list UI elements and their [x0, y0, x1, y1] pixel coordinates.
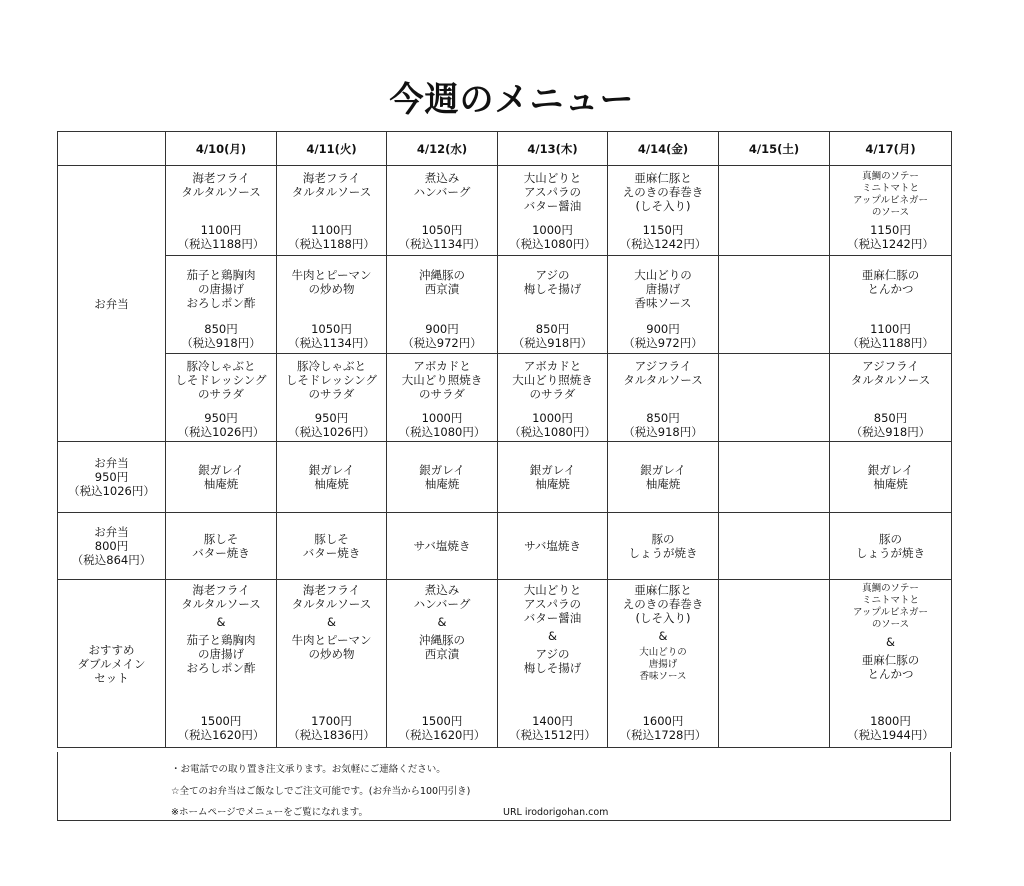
- price: 1050円: [311, 322, 352, 336]
- ampersand: &: [216, 615, 226, 629]
- bento950-label: お弁当 950円 （税込1026円）: [68, 456, 155, 498]
- price: 950円: [314, 411, 349, 425]
- day-label: 4/10(月): [195, 141, 247, 156]
- menu-cell: [498, 166, 608, 256]
- dish-name-second: 茄子と鶏胸肉 の唐揚げ おろしポン酢: [186, 633, 256, 675]
- day-label: 4/11(火): [306, 141, 357, 156]
- price: 1800円: [870, 714, 911, 728]
- price-tax-included: （税込918円）: [623, 425, 703, 439]
- dish-name: 沖縄豚の 西京漬: [419, 268, 465, 296]
- website-url: URL irodorigohan.com: [503, 807, 609, 818]
- price-tax-included: （税込1242円）: [619, 237, 707, 251]
- dish-name: 茄子と鶏胸肉 の唐揚げ おろしポン酢: [186, 268, 256, 310]
- menu-cell: [387, 513, 498, 580]
- day-header: [719, 132, 830, 166]
- ampersand: &: [437, 615, 447, 629]
- dish-name-first: 海老フライ タルタルソース: [291, 583, 372, 611]
- day-label: 4/13(木): [527, 141, 578, 156]
- price-tax-included: （税込918円）: [850, 425, 931, 439]
- dish-name: 銀ガレイ 柚庵焼: [419, 463, 465, 491]
- dish-name: サバ塩焼き: [413, 539, 471, 553]
- price-tax-included: （税込1620円）: [398, 728, 486, 742]
- price: 900円: [425, 322, 459, 336]
- price: 1000円: [532, 411, 573, 425]
- menu-cell: [830, 580, 952, 748]
- dish-name: アジフライ タルタルソース: [623, 359, 703, 387]
- dish-name: 銀ガレイ 柚庵焼: [867, 463, 914, 491]
- price-tax-included: （税込918円）: [512, 336, 593, 350]
- price: 1000円: [421, 411, 463, 425]
- price: 1700円: [311, 714, 352, 728]
- price-tax-included: （税込1836円）: [288, 728, 375, 742]
- day-label: 4/15(土): [748, 141, 800, 156]
- dish-name: アジの 梅しそ揚げ: [523, 268, 582, 296]
- price: 1000円: [532, 223, 573, 237]
- day-header: [277, 132, 387, 166]
- dish-name: 亜麻仁豚の とんかつ: [861, 268, 920, 296]
- day-header: [387, 132, 498, 166]
- price: 850円: [646, 411, 680, 425]
- price: 1500円: [200, 714, 242, 728]
- bento-label: お弁当: [94, 296, 129, 311]
- menu-cell: [166, 166, 277, 256]
- menu-cell: [277, 256, 387, 354]
- dish-name: アボカドと 大山どり照焼き のサラダ: [512, 359, 593, 401]
- dish-name-second: 沖縄豚の 西京漬: [418, 633, 465, 661]
- menu-cell: [277, 354, 387, 442]
- price-tax-included: （税込1080円）: [509, 237, 596, 251]
- day-label: 4/17(月): [865, 141, 916, 156]
- menu-cell: [608, 256, 719, 354]
- ampersand: &: [658, 629, 668, 643]
- dish-name: 豚の しょうが焼き: [628, 532, 698, 560]
- dish-name-first: 真鯛のソテー ミニトマトと アップルビネガー のソース: [853, 583, 928, 630]
- price-tax-included: （税込1512円）: [509, 728, 596, 742]
- menu-cell: [608, 442, 719, 513]
- menu-cell: [498, 354, 608, 442]
- dish-name-second: アジの 梅しそ揚げ: [523, 647, 582, 675]
- price-tax-included: （税込972円）: [402, 336, 482, 350]
- dish-name: 豚冷しゃぶと しそドレッシング のサラダ: [175, 359, 267, 401]
- price-tax-included: （税込918円）: [181, 336, 261, 350]
- dish-name: 真鯛のソテー ミニトマトと アップルビネガー のソース: [853, 171, 928, 218]
- dish-name: 銀ガレイ 柚庵焼: [640, 463, 686, 491]
- price-tax-included: （税込1620円）: [177, 728, 265, 742]
- menu-cell: [387, 442, 498, 513]
- price-tax-included: （税込1080円）: [509, 425, 596, 439]
- price-tax-included: （税込1188円）: [847, 336, 934, 350]
- price: 1500円: [421, 714, 463, 728]
- dish-name-first: 煮込み ハンバーグ: [413, 583, 471, 611]
- menu-cell: [277, 580, 387, 748]
- price-tax-included: （税込1242円）: [847, 237, 934, 251]
- dish-name-first: 大山どりと アスパラの バター醤油: [523, 583, 582, 625]
- price: 1100円: [311, 223, 352, 237]
- dish-name: 大山どりと アスパラの バター醤油: [523, 171, 582, 213]
- bento950-label-cell: [58, 442, 166, 513]
- price: 850円: [873, 411, 908, 425]
- menu-cell: [608, 580, 719, 748]
- price: 1400円: [532, 714, 573, 728]
- day-label: 4/12(水): [416, 141, 468, 156]
- menu-cell: [166, 442, 277, 513]
- price: 900円: [646, 322, 680, 336]
- menu-cell: [719, 166, 830, 256]
- menu-cell: [498, 580, 608, 748]
- day-header: [608, 132, 719, 166]
- dish-name-second: 牛肉とピーマン の炒め物: [291, 633, 372, 661]
- price-tax-included: （税込1728円）: [619, 728, 707, 742]
- page-title: 今週のメニュー: [389, 80, 635, 120]
- menu-cell: [719, 580, 830, 748]
- corner-cell: [58, 132, 166, 166]
- price: 1150円: [642, 223, 684, 237]
- menu-cell: [387, 166, 498, 256]
- dish-name: 銀ガレイ 柚庵焼: [198, 463, 244, 491]
- menu-cell: [166, 354, 277, 442]
- menu-cell: [830, 513, 952, 580]
- ampersand: &: [327, 615, 336, 629]
- menu-cell: [277, 513, 387, 580]
- dish-name: 海老フライ タルタルソース: [181, 171, 261, 199]
- note-no-rice: ☆全てのお弁当はご飯なしでご注文可能です。(お弁当から100円引き): [171, 786, 471, 797]
- menu-cell: [830, 166, 952, 256]
- price-tax-included: （税込1134円）: [288, 336, 375, 350]
- price: 850円: [204, 322, 238, 336]
- dish-name: アジフライ タルタルソース: [850, 359, 931, 387]
- day-label: 4/14(金): [637, 141, 689, 156]
- day-header: [166, 132, 277, 166]
- day-header: [498, 132, 608, 166]
- bento-label-cell: [58, 166, 166, 442]
- menu-cell: [498, 513, 608, 580]
- dish-name: 煮込み ハンバーグ: [413, 171, 471, 199]
- menu-cell: [608, 513, 719, 580]
- dish-name: 亜麻仁豚と えのきの春巻き (しそ入り): [622, 171, 704, 213]
- dish-name-second: 大山どりの 唐揚げ 香味ソース: [639, 647, 687, 682]
- price-tax-included: （税込1188円）: [177, 237, 265, 251]
- menu-cell: [719, 354, 830, 442]
- menu-cell: [719, 513, 830, 580]
- menu-cell: [830, 442, 952, 513]
- bento800-label: お弁当 800円 （税込864円）: [71, 525, 152, 567]
- dish-name: サバ塩焼き: [524, 539, 581, 553]
- day-header: [830, 132, 952, 166]
- price: 1050円: [421, 223, 463, 237]
- price: 950円: [204, 411, 238, 425]
- menu-cell: [719, 256, 830, 354]
- price-tax-included: （税込1134円）: [398, 237, 486, 251]
- dish-name: 海老フライ タルタルソース: [291, 171, 372, 199]
- price-tax-included: （税込1188円）: [288, 237, 375, 251]
- menu-cell: [830, 256, 952, 354]
- dish-name: 豚の しょうが焼き: [856, 532, 925, 560]
- dish-name: 豚しそ バター焼き: [192, 532, 250, 560]
- menu-cell: [830, 354, 952, 442]
- dish-name: 牛肉とピーマン の炒め物: [291, 268, 372, 296]
- dish-name-first: 亜麻仁豚と えのきの春巻き (しそ入り): [622, 583, 704, 625]
- menu-table: [57, 131, 952, 748]
- price-tax-included: （税込1080円）: [398, 425, 486, 439]
- menu-cell: [608, 354, 719, 442]
- dish-name-second: 亜麻仁豚の とんかつ: [861, 653, 920, 681]
- notes-box: [57, 752, 951, 821]
- dish-name: 豚しそ バター焼き: [302, 532, 361, 560]
- menu-cell: [166, 256, 277, 354]
- price: 850円: [535, 322, 570, 336]
- dish-name: 銀ガレイ 柚庵焼: [308, 463, 355, 491]
- price-tax-included: （税込1026円）: [288, 425, 375, 439]
- ampersand: &: [548, 629, 557, 643]
- dish-name-first: 海老フライ タルタルソース: [181, 583, 261, 611]
- price-tax-included: （税込972円）: [623, 336, 703, 350]
- double-set-label-cell: [58, 580, 166, 748]
- price: 1100円: [870, 322, 911, 336]
- price: 1600円: [642, 714, 684, 728]
- dish-name: 銀ガレイ 柚庵焼: [529, 463, 576, 491]
- price: 1100円: [200, 223, 242, 237]
- menu-cell: [498, 256, 608, 354]
- menu-cell: [166, 513, 277, 580]
- menu-cell: [719, 442, 830, 513]
- menu-cell: [387, 256, 498, 354]
- menu-cell: [387, 580, 498, 748]
- note-homepage: ※ホームページでメニューをご覧になれます。: [171, 807, 369, 818]
- bento800-label-cell: [58, 513, 166, 580]
- ampersand: &: [886, 635, 895, 649]
- price: 1150円: [870, 223, 911, 237]
- menu-cell: [608, 166, 719, 256]
- menu-cell: [387, 354, 498, 442]
- menu-cell: [498, 442, 608, 513]
- note-phone-order: ・お電話での取り置き注文承ります。お気軽にご連絡ください。: [171, 764, 446, 775]
- menu-cell: [277, 166, 387, 256]
- dish-name: アボカドと 大山どり照焼き のサラダ: [401, 359, 483, 401]
- price-tax-included: （税込1944円）: [847, 728, 934, 742]
- price-tax-included: （税込1026円）: [177, 425, 265, 439]
- menu-cell: [166, 580, 277, 748]
- double-set-label: おすすめ ダブルメイン セット: [77, 642, 146, 685]
- dish-name: 豚冷しゃぶと しそドレッシング のサラダ: [285, 359, 378, 401]
- menu-cell: [277, 442, 387, 513]
- dish-name: 大山どりの 唐揚げ 香味ソース: [634, 268, 692, 310]
